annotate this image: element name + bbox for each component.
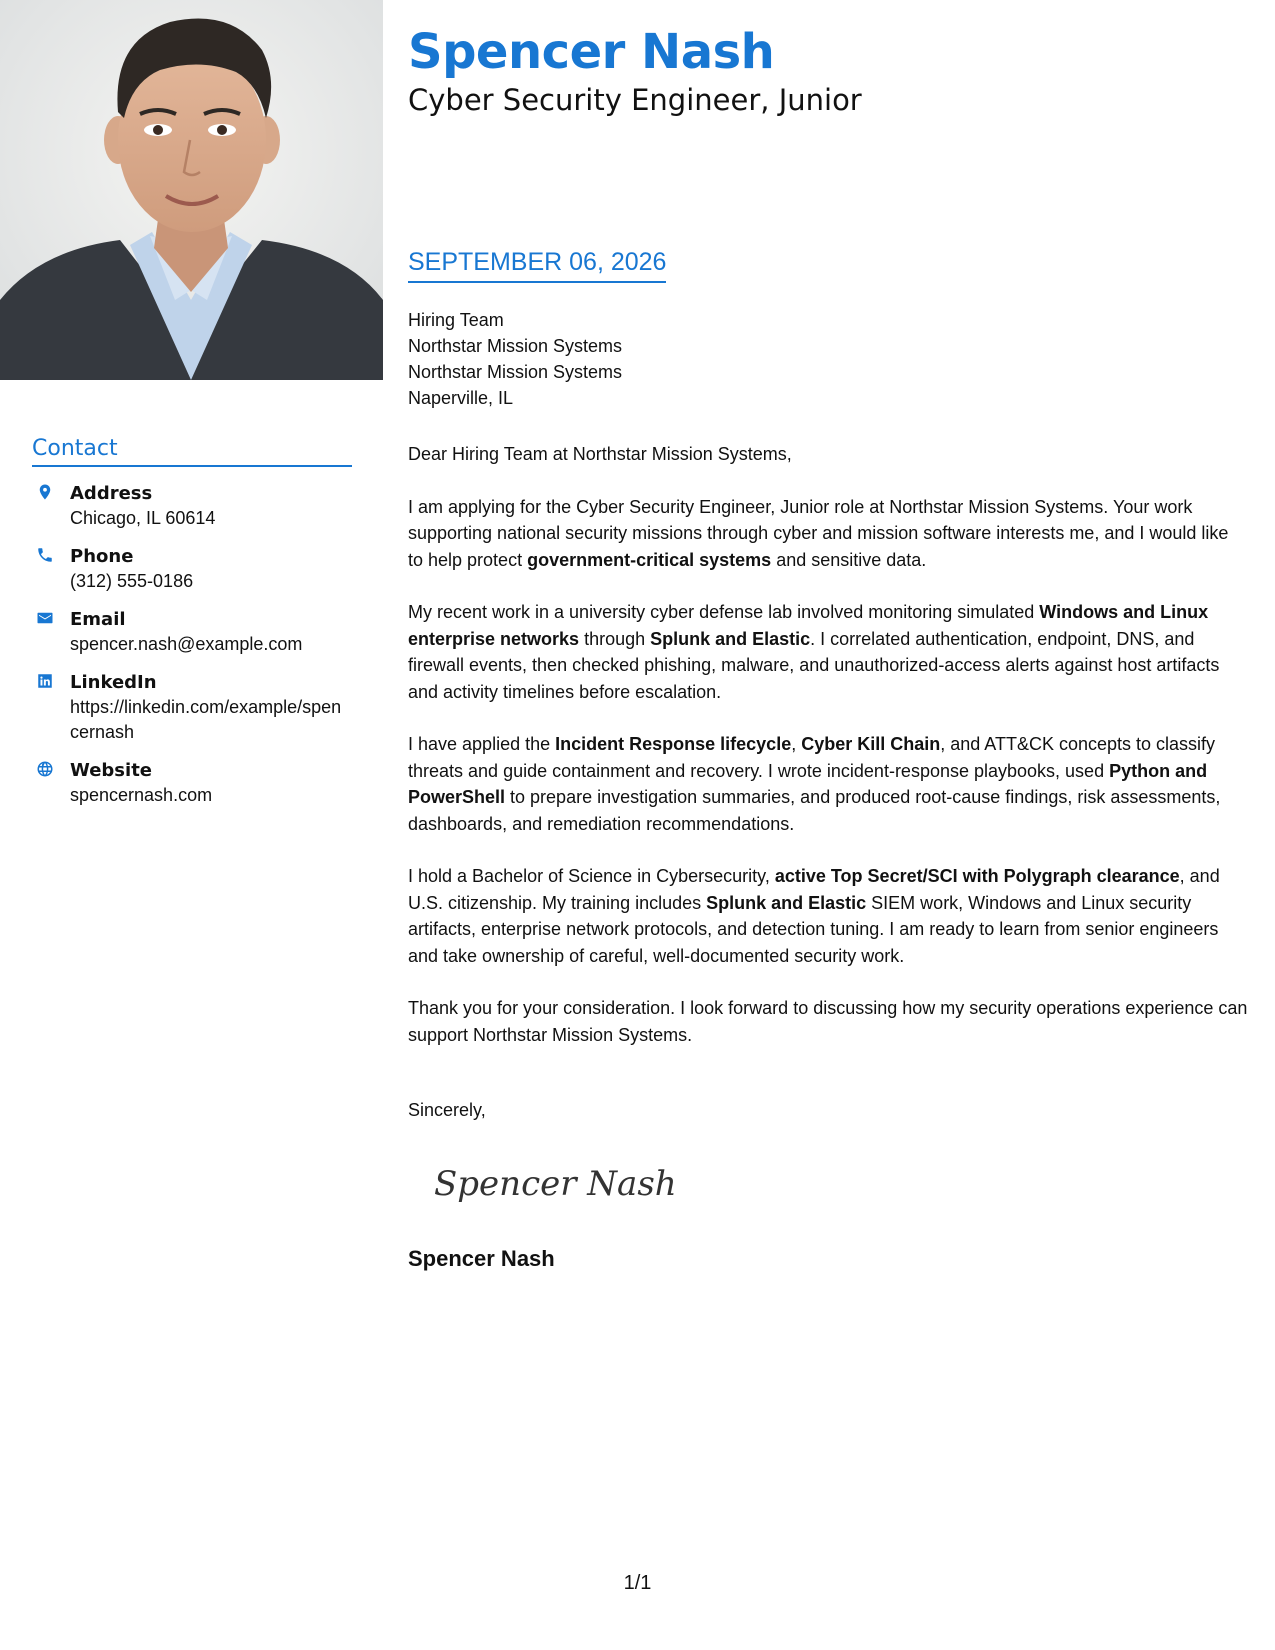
- contact-email: [32, 607, 352, 657]
- job-title: Cyber Security Engineer, Junior: [408, 83, 862, 117]
- text-run: , and ATT&CK concepts to classify threats and guide containment and recovery. I wrote incident-response playbooks, used: [408, 734, 1216, 781]
- linkedin-icon: [32, 670, 70, 690]
- text-run: . I correlated authentication, endpoint, DNS, and firewall events, then checked phishing, malware, and unauthorized-access alerts against host artifacts and activity timelines before escalation.: [408, 628, 1220, 702]
- location-pin-icon: [32, 481, 70, 501]
- page-number: 1/1: [623, 1572, 652, 1594]
- contact-value: (312) 555-0186: [70, 571, 194, 591]
- contact-sidebar: [32, 436, 352, 821]
- signed-name: Spencer Nash: [408, 1246, 555, 1271]
- contact-linkedin: [32, 670, 352, 745]
- linkedin-link[interactable]: https://linkedin.com/example/spencernash: [70, 697, 342, 742]
- contact-label: Phone: [70, 546, 134, 567]
- contact-value: Chicago, IL 60614: [70, 508, 216, 528]
- paragraph: [408, 494, 1248, 574]
- signature-image: [430, 1155, 677, 1215]
- email-icon: [32, 607, 70, 627]
- header: [408, 22, 1248, 118]
- text-run: I hold a Bachelor of Science in Cybersecurity,: [408, 866, 775, 886]
- recipient-line: Hiring Team: [408, 310, 504, 330]
- emphasis-text: Windows and Linux enterprise networks: [408, 602, 1209, 649]
- text-run: SIEM work, Windows and Linux security artifacts, enterprise network protocols, and detection tuning. I am ready to learn from senior engineers and take ownership of careful, well-documented security work.: [408, 892, 1219, 966]
- emphasis-text: Incident Response lifecycle: [555, 734, 792, 754]
- text-run: Thank you for your consideration. I look forward to discussing how my security operations experience can support Northstar Mission Systems.: [408, 998, 1248, 1045]
- contact-label: Email: [70, 609, 126, 630]
- paragraph: [408, 995, 1248, 1048]
- paragraph: [408, 599, 1248, 705]
- date-section: [408, 248, 666, 283]
- recipient-line: Naperville, IL: [408, 388, 514, 408]
- globe-icon: [32, 758, 70, 778]
- text-run: to prepare investigation summaries, and produced root-cause findings, risk assessments, dashboards, and remediation recommendations.: [408, 787, 1221, 834]
- letter-body: [408, 441, 1248, 1074]
- recipient-line: Northstar Mission Systems: [408, 336, 623, 356]
- recipient-block: [408, 307, 622, 411]
- emphasis-text: government-critical systems: [527, 549, 772, 570]
- contact-label: Website: [70, 760, 153, 781]
- website-link[interactable]: spencernash.com: [70, 785, 213, 805]
- contact-address: [32, 481, 352, 531]
- emphasis-text: Splunk and Elastic: [650, 628, 811, 649]
- greeting: Dear Hiring Team at Northstar Mission Systems,: [408, 444, 792, 464]
- contact-label: Address: [70, 483, 153, 504]
- text-run: through: [579, 628, 651, 649]
- letter-date: SEPTEMBER 06, 2026: [408, 248, 666, 283]
- email-link[interactable]: spencer.nash@example.com: [70, 634, 303, 654]
- emphasis-text: Splunk and Elastic: [706, 892, 867, 913]
- signature-text: Spencer Nash: [434, 1164, 677, 1204]
- applicant-name: Spencer Nash: [408, 24, 775, 80]
- contact-heading: Contact: [32, 436, 352, 467]
- text-run: My recent work in a university cyber defense lab involved monitoring simulated: [408, 602, 1040, 622]
- text-run: ,: [791, 734, 802, 754]
- text-run: and sensitive data.: [771, 549, 927, 570]
- contact-website: [32, 758, 352, 808]
- recipient-line: Northstar Mission Systems: [408, 362, 623, 382]
- contact-phone: [32, 544, 352, 594]
- contact-label: LinkedIn: [70, 672, 157, 693]
- emphasis-text: active Top Secret/SCI with Polygraph clearance: [774, 866, 1180, 886]
- closing: Sincerely,: [408, 1100, 486, 1120]
- emphasis-text: Python and PowerShell: [408, 760, 1208, 807]
- text-run: , and U.S. citizenship. My training includes: [408, 866, 1220, 913]
- text-run: I am applying for the Cyber Security Engineer, Junior role at Northstar Mission Systems. Your work supporting national security missions through cyber and mission software interests me, and I would like to help protect: [408, 496, 1229, 570]
- phone-icon: [32, 544, 70, 564]
- profile-photo: [0, 0, 383, 380]
- paragraph: [408, 731, 1248, 837]
- paragraph: [408, 863, 1248, 969]
- text-run: I have applied the: [408, 734, 556, 754]
- emphasis-text: Cyber Kill Chain: [801, 734, 941, 754]
